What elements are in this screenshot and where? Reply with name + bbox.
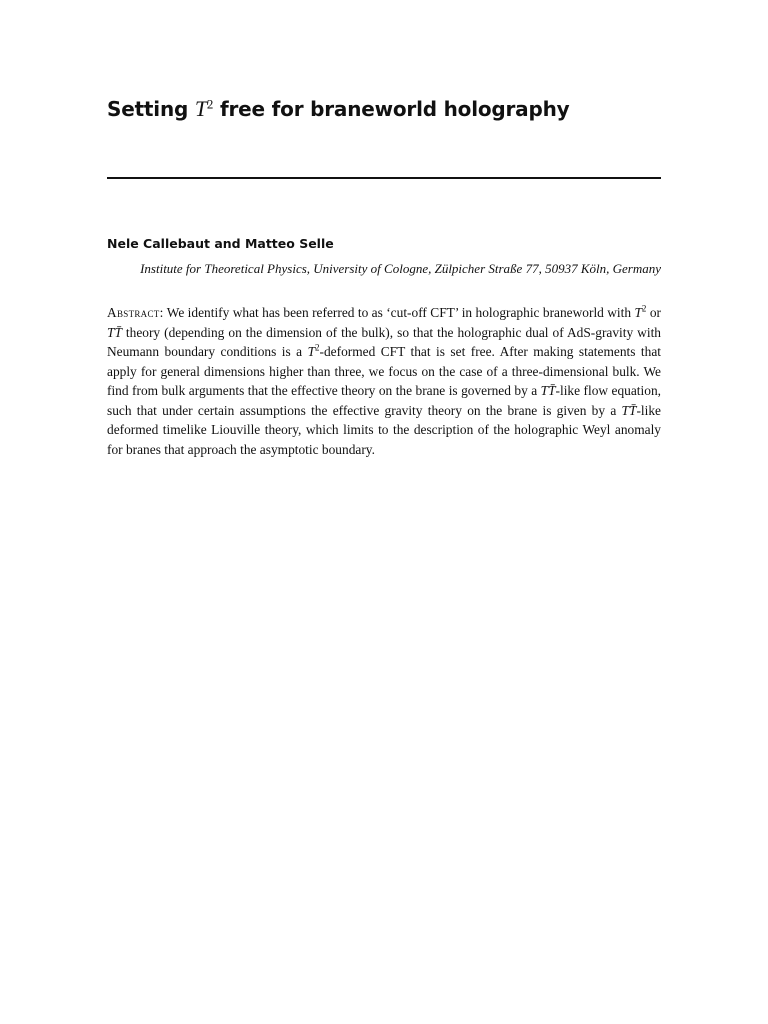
abstract-text-6: -like deformed timelike Liouville theory, which limits to the description of the holographic Weyl anomaly for branes that approach the asymptotic boundary. [107, 402, 661, 457]
abstract-text-5: -like flow equation, such that under certain assumptions the effective gravity theory on the brane is given by a [107, 383, 661, 418]
title-prefix: Setting [107, 97, 195, 121]
paper-title [107, 96, 569, 122]
abstract-ttbar-symbol: TT̄ [621, 402, 637, 418]
abstract-t-exponent: 2 [641, 303, 647, 314]
title-math-symbol: T [194, 96, 207, 121]
title-divider [107, 177, 661, 179]
abstract [107, 303, 661, 459]
title-math-exponent: 2 [206, 96, 214, 112]
abstract-text-1: We identify what has been referred to as ‘cut-off CFT’ in holographic braneworld with [163, 305, 635, 320]
abstract-ttbar-symbol: TT̄ [107, 324, 122, 340]
abstract-label: Abstract: [107, 305, 164, 320]
abstract-t-exponent: 2 [315, 342, 320, 353]
abstract-text-4: -deformed CFT that is set free. After making statements that apply for general dimensions higher than three, we focus on the case of a three-dimensional bulk. We find from bulk arguments that the effective theory on the brane is governed by a [107, 344, 661, 398]
author-affiliation: Institute for Theoretical Physics, University of Cologne, Zülpicher Straße 77, 50937 Köln, Germany [140, 261, 661, 276]
abstract-ttbar-symbol: TT̄ [540, 383, 556, 398]
abstract-text-3: theory (depending on the dimension of the bulk), so that the holographic dual of AdS-gravity with Neumann boundary conditions is a [107, 324, 661, 359]
author-list: Nele Callebaut and Matteo Selle [107, 236, 334, 251]
title-suffix: free for braneworld holography [213, 97, 570, 121]
abstract-text-2: or [646, 305, 661, 320]
abstract-t-symbol: T [634, 305, 642, 320]
abstract-t-symbol: T [307, 344, 316, 359]
